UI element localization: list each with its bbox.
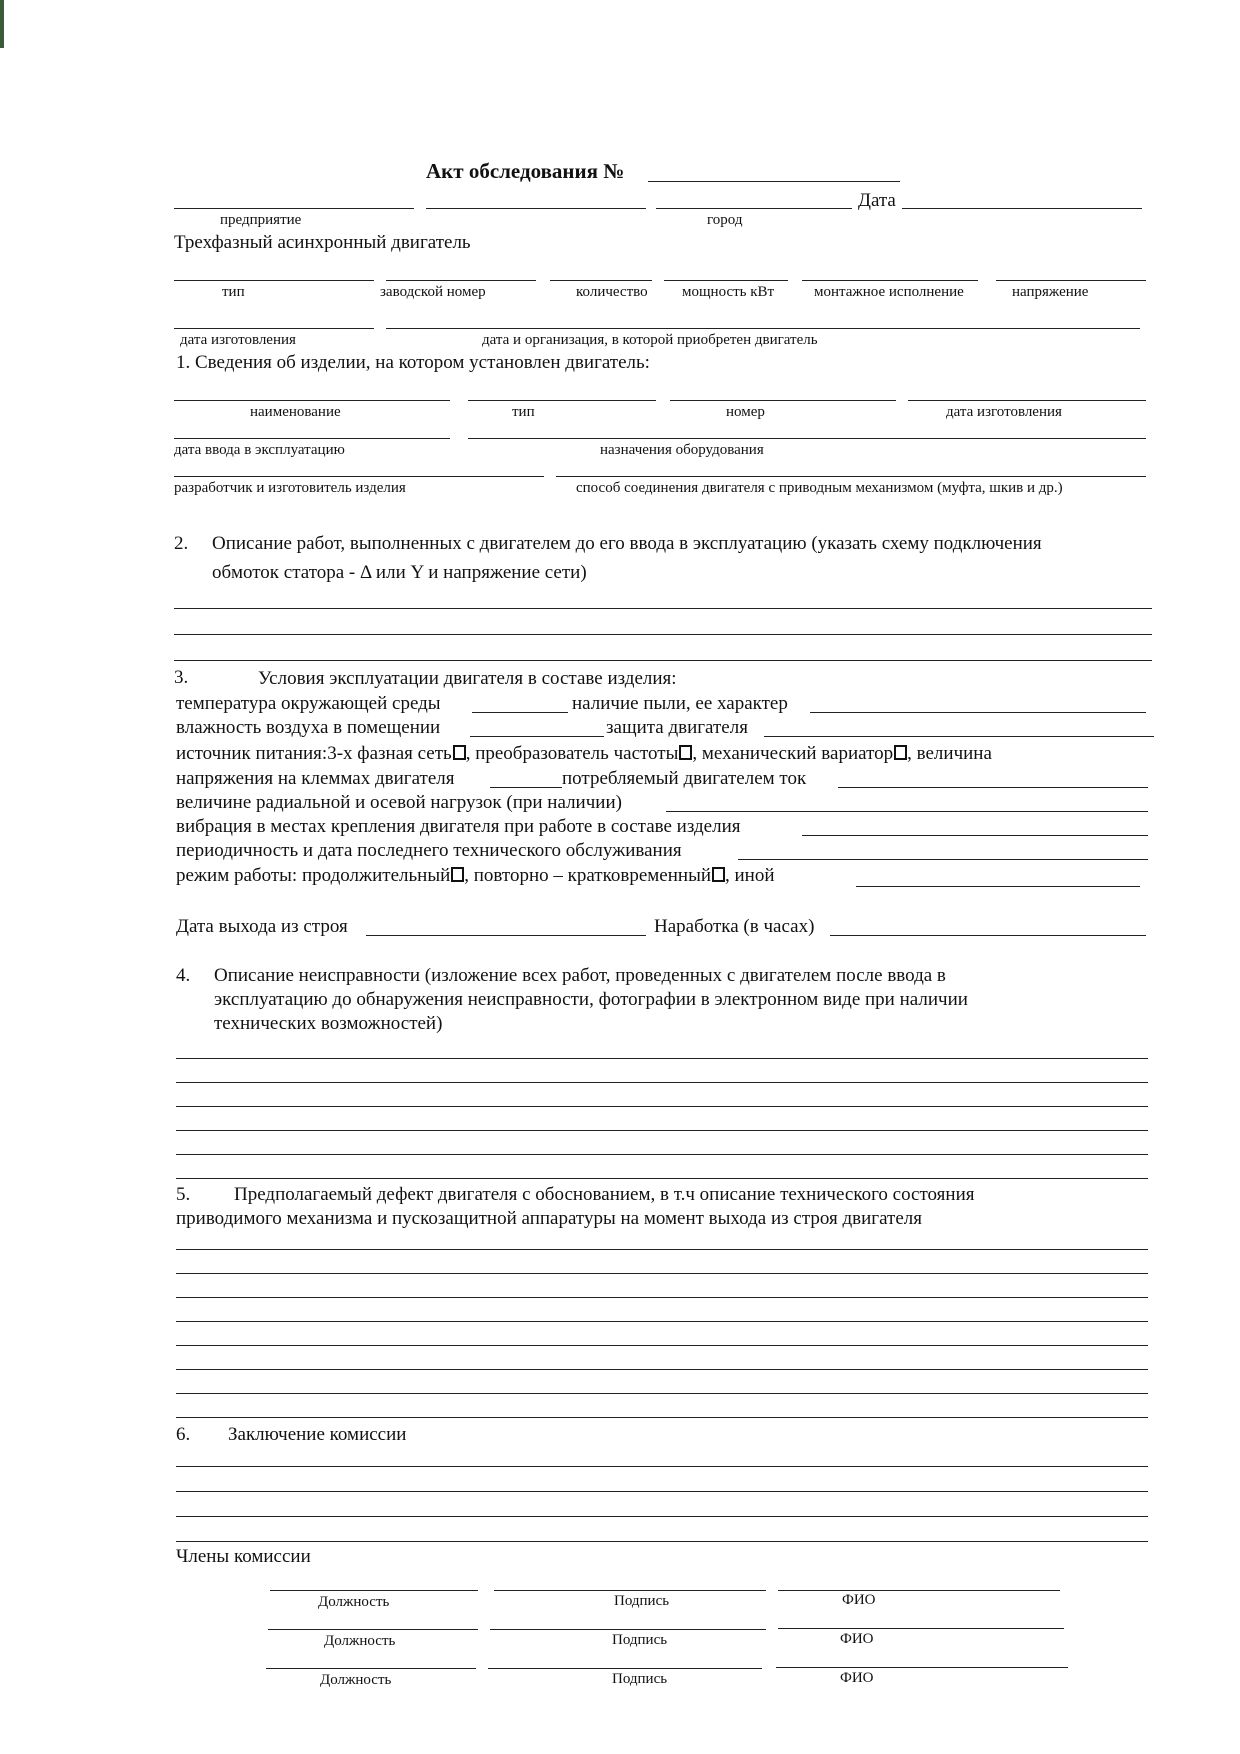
mode-label: режим работы: продолжительный bbox=[176, 865, 451, 886]
variator-checkbox[interactable] bbox=[894, 745, 907, 760]
vibration-field[interactable] bbox=[802, 835, 1148, 836]
signature-field-2[interactable] bbox=[490, 1629, 766, 1630]
mounting-field[interactable] bbox=[802, 280, 978, 281]
position-field-3[interactable] bbox=[266, 1668, 476, 1669]
section2-number: 2. bbox=[174, 533, 189, 554]
section4-answer-line-5[interactable] bbox=[176, 1154, 1148, 1155]
section5-answer-line-8[interactable] bbox=[176, 1417, 1148, 1418]
developer-field[interactable] bbox=[174, 476, 544, 477]
power-field[interactable] bbox=[664, 280, 788, 281]
name-caption-2: ФИО bbox=[840, 1631, 874, 1647]
section6-answer-line-3[interactable] bbox=[176, 1516, 1148, 1517]
power-source-row bbox=[176, 744, 992, 763]
serial-number-field[interactable] bbox=[386, 280, 536, 281]
enterprise-field-2[interactable] bbox=[426, 208, 646, 209]
section4-answer-line-4[interactable] bbox=[176, 1130, 1148, 1131]
developer-caption: разработчик и изготовитель изделия bbox=[174, 480, 406, 496]
section6-number: 6. bbox=[176, 1424, 191, 1445]
act-number-field[interactable] bbox=[648, 181, 900, 182]
manufacture-date-field[interactable] bbox=[174, 328, 374, 329]
section5-answer-line-2[interactable] bbox=[176, 1273, 1148, 1274]
serial-number-caption: заводской номер bbox=[380, 284, 486, 300]
quantity-caption: количество bbox=[576, 284, 648, 300]
date-label: Дата bbox=[858, 190, 896, 211]
continuous-mode-checkbox[interactable] bbox=[451, 867, 464, 882]
section4-answer-line-3[interactable] bbox=[176, 1106, 1148, 1107]
manufacture-date-caption: дата изготовления bbox=[180, 332, 296, 348]
quantity-field[interactable] bbox=[550, 280, 652, 281]
motor-type-line: Трехфазный асинхронный двигатель bbox=[174, 232, 471, 253]
city-field[interactable] bbox=[656, 208, 852, 209]
purchase-field[interactable] bbox=[386, 328, 1140, 329]
product-date-field[interactable] bbox=[908, 400, 1146, 401]
section2-answer-line-2[interactable] bbox=[174, 634, 1152, 635]
maintenance-field[interactable] bbox=[738, 859, 1148, 860]
failure-date-label: Дата выхода из строя bbox=[176, 916, 348, 937]
humidity-label: влажность воздуха в помещении bbox=[176, 717, 441, 738]
commission-heading: Члены комиссии bbox=[176, 1546, 311, 1567]
current-label: потребляемый двигателем ток bbox=[562, 768, 807, 789]
section2-line1: Описание работ, выполненных с двигателем до его ввода в эксплуатацию (указать схему подключения bbox=[212, 533, 1042, 554]
voltage-field[interactable] bbox=[996, 280, 1146, 281]
signature-field-3[interactable] bbox=[488, 1668, 762, 1669]
humidity-field[interactable] bbox=[470, 736, 604, 737]
three-phase-checkbox[interactable] bbox=[453, 745, 466, 760]
date-field[interactable] bbox=[902, 208, 1142, 209]
section2-line2: обмоток статора - Δ или Y и напряжение сети) bbox=[212, 562, 587, 583]
intermittent-label: , повторно – кратковременный bbox=[464, 865, 712, 886]
dust-field[interactable] bbox=[810, 712, 1146, 713]
coupling-field[interactable] bbox=[556, 476, 1146, 477]
section4-line2: эксплуатацию до обнаружения неисправности, фотографии в электронном виде при наличии bbox=[214, 989, 968, 1010]
power-source-label: источник питания:3-х фазная сеть bbox=[176, 743, 452, 764]
name-caption-1: ФИО bbox=[842, 1592, 876, 1608]
product-number-caption: номер bbox=[726, 404, 765, 420]
section1-heading: 1. Сведения об изделии, на котором установлен двигатель: bbox=[176, 352, 650, 373]
operating-hours-field[interactable] bbox=[830, 935, 1146, 936]
section5-answer-line-7[interactable] bbox=[176, 1393, 1148, 1394]
section2-answer-line-1[interactable] bbox=[174, 608, 1152, 609]
name-field-3[interactable] bbox=[776, 1667, 1068, 1668]
magnitude-label: , величина bbox=[907, 743, 992, 764]
loads-label: величине радиальной и осевой нагрузок (при наличии) bbox=[176, 792, 622, 813]
purchase-caption: дата и организация, в которой приобретен двигатель bbox=[482, 332, 818, 348]
signature-caption-3: Подпись bbox=[612, 1671, 668, 1687]
section5-answer-line-4[interactable] bbox=[176, 1321, 1148, 1322]
mode-row bbox=[176, 866, 775, 885]
freq-converter-checkbox[interactable] bbox=[679, 745, 692, 760]
section3-heading: Условия эксплуатации двигателя в составе изделия: bbox=[258, 668, 677, 689]
section4-answer-line-2[interactable] bbox=[176, 1082, 1148, 1083]
variator-label: , механический вариатор bbox=[692, 743, 894, 764]
section4-answer-line-6[interactable] bbox=[176, 1178, 1148, 1179]
enterprise-field[interactable] bbox=[174, 208, 414, 209]
section3-number: 3. bbox=[174, 667, 189, 688]
ambient-temp-label: температура окружающей среды bbox=[176, 693, 441, 714]
position-caption-1: Должность bbox=[318, 1594, 390, 1610]
dust-label: наличие пыли, ее характер bbox=[572, 693, 788, 714]
vibration-label: вибрация в местах крепления двигателя при работе в составе изделия bbox=[176, 816, 741, 837]
protection-field[interactable] bbox=[764, 736, 1154, 737]
section5-line1: Предполагаемый дефект двигателя с обоснованием, в т.ч описание технического состояния bbox=[234, 1184, 975, 1205]
section6-answer-line-1[interactable] bbox=[176, 1466, 1148, 1467]
position-field-2[interactable] bbox=[268, 1629, 478, 1630]
other-mode-field[interactable] bbox=[856, 886, 1140, 887]
city-caption: город bbox=[707, 212, 743, 228]
enterprise-caption: предприятие bbox=[220, 212, 302, 228]
signature-field-1[interactable] bbox=[494, 1590, 766, 1591]
product-type-caption: тип bbox=[512, 404, 535, 420]
loads-field[interactable] bbox=[666, 811, 1148, 812]
voltage-caption: напряжение bbox=[1012, 284, 1089, 300]
signature-caption-2: Подпись bbox=[612, 1632, 668, 1648]
purpose-field[interactable] bbox=[468, 438, 1146, 439]
product-date-caption: дата изготовления bbox=[946, 404, 1062, 420]
failure-date-field[interactable] bbox=[366, 935, 646, 936]
name-caption-3: ФИО bbox=[840, 1670, 874, 1686]
name-field-2[interactable] bbox=[778, 1628, 1064, 1629]
product-type-field[interactable] bbox=[468, 400, 656, 401]
name-field-1[interactable] bbox=[778, 1590, 1060, 1591]
section5-answer-line-1[interactable] bbox=[176, 1249, 1148, 1250]
product-name-field[interactable] bbox=[174, 400, 450, 401]
section5-answer-line-3[interactable] bbox=[176, 1297, 1148, 1298]
commission-date-field[interactable] bbox=[174, 438, 450, 439]
section6-answer-line-4[interactable] bbox=[176, 1541, 1148, 1542]
section5-answer-line-6[interactable] bbox=[176, 1369, 1148, 1370]
power-caption: мощность кВт bbox=[682, 284, 775, 300]
signature-caption-1: Подпись bbox=[614, 1593, 670, 1609]
page-title: Акт обследования № bbox=[426, 159, 625, 183]
coupling-caption: способ соединения двигателя с приводным механизмом (муфта, шкив и др.) bbox=[576, 480, 1063, 496]
section6-answer-line-2[interactable] bbox=[176, 1491, 1148, 1492]
section4-line1: Описание неисправности (изложение всех работ, проведенных с двигателем после ввода в bbox=[214, 965, 946, 986]
operating-hours-label: Наработка (в часах) bbox=[654, 916, 815, 937]
section5-line2: приводимого механизма и пускозащитной аппаратуры на момент выхода из строя двигателя bbox=[176, 1208, 922, 1229]
mounting-caption: монтажное исполнение bbox=[814, 284, 964, 300]
section4-number: 4. bbox=[176, 965, 191, 986]
type-field[interactable] bbox=[174, 280, 374, 281]
section2-answer-line-3[interactable] bbox=[174, 660, 1152, 661]
position-caption-2: Должность bbox=[324, 1633, 396, 1649]
section6-heading: Заключение комиссии bbox=[228, 1424, 407, 1445]
section4-line3: технических возможностей) bbox=[214, 1013, 443, 1034]
commission-date-caption: дата ввода в эксплуатацию bbox=[174, 442, 345, 458]
maintenance-label: периодичность и дата последнего технического обслуживания bbox=[176, 840, 682, 861]
section5-number: 5. bbox=[176, 1184, 191, 1205]
other-mode-label: , иной bbox=[725, 865, 775, 886]
terminal-voltage-label: напряжения на клеммах двигателя bbox=[176, 768, 455, 789]
current-field[interactable] bbox=[838, 787, 1148, 788]
position-field-1[interactable] bbox=[270, 1590, 478, 1591]
product-number-field[interactable] bbox=[670, 400, 896, 401]
type-caption: тип bbox=[222, 284, 245, 300]
purpose-caption: назначения оборудования bbox=[600, 442, 764, 458]
position-caption-3: Должность bbox=[320, 1672, 392, 1688]
intermittent-mode-checkbox[interactable] bbox=[712, 867, 725, 882]
product-name-caption: наименование bbox=[250, 404, 341, 420]
freq-converter-label: , преобразователь частоты bbox=[465, 743, 679, 764]
scan-edge-mark bbox=[0, 0, 4, 48]
section5-answer-line-5[interactable] bbox=[176, 1345, 1148, 1346]
section4-answer-line-1[interactable] bbox=[176, 1058, 1148, 1059]
terminal-voltage-field[interactable] bbox=[490, 787, 562, 788]
protection-label: защита двигателя bbox=[606, 717, 748, 738]
ambient-temp-field[interactable] bbox=[472, 712, 568, 713]
